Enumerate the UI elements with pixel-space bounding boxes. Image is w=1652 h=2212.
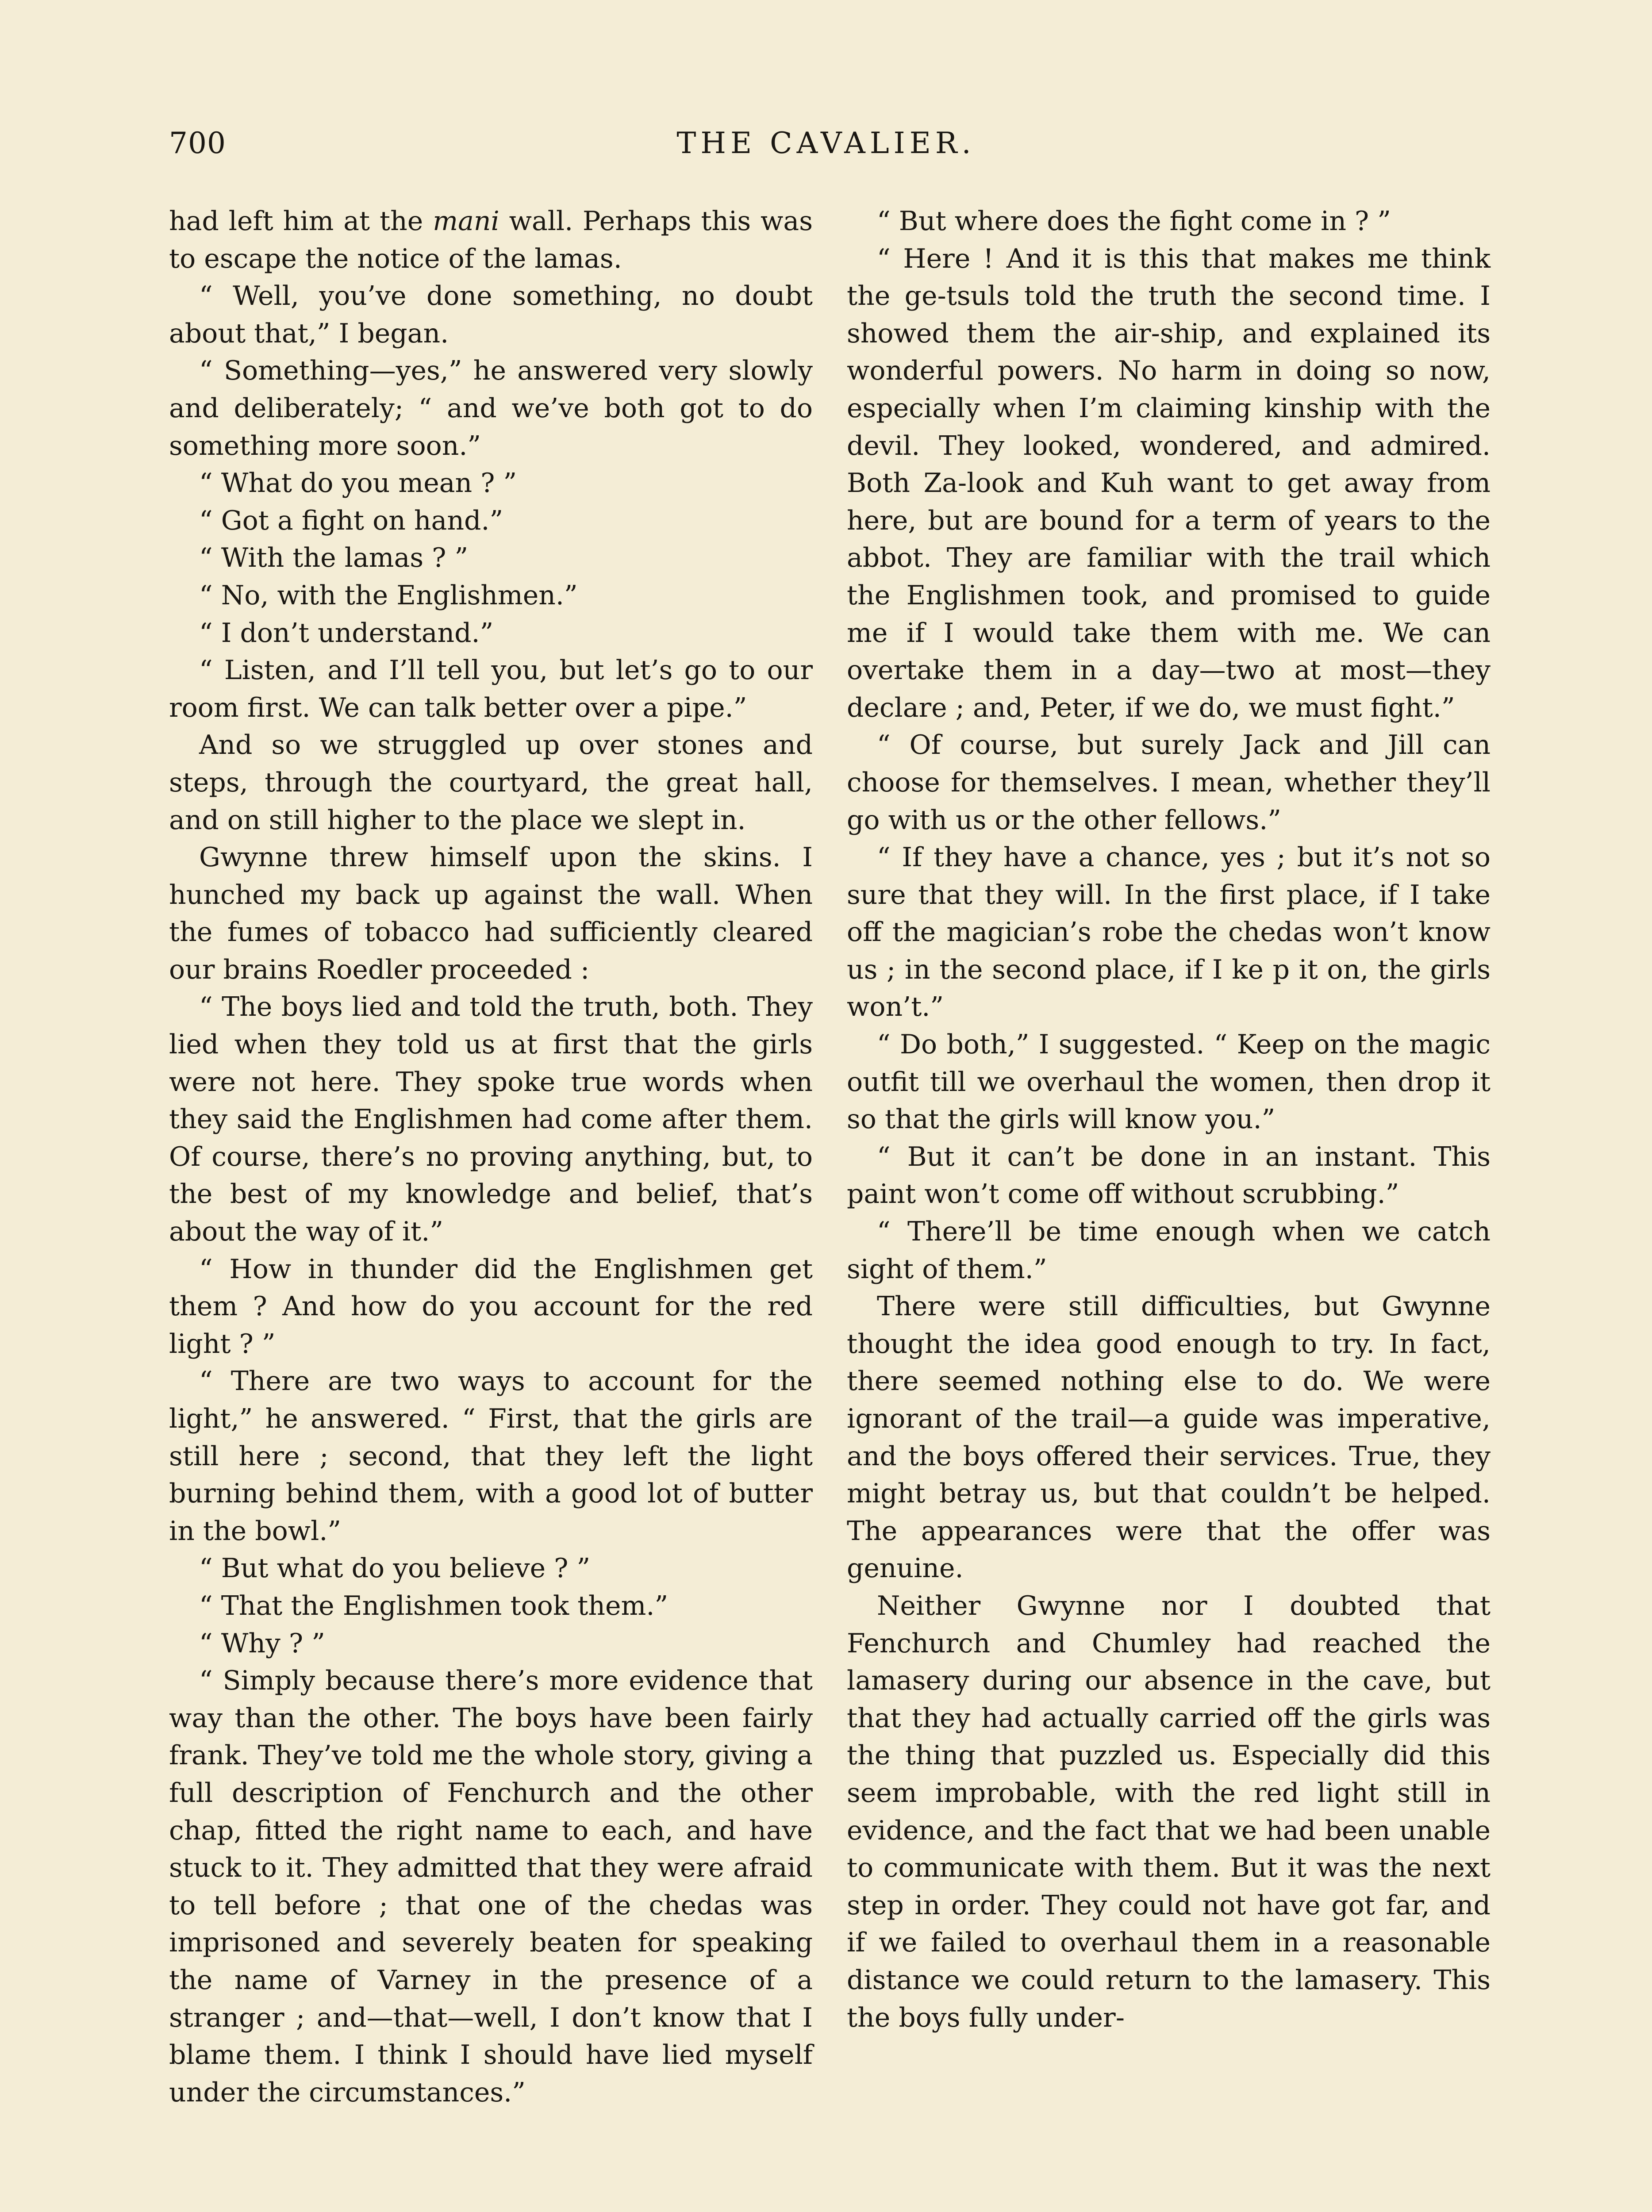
paragraph: “ Listen, and I’ll tell you, but let’s go to our room first. We can talk better over a pipe.” xyxy=(169,655,813,723)
paragraph: “ The boys lied and told the truth, both. They lied when they told us at first that the girls were not here. They spoke true words when they said the Englishmen had come after them. Of course, there’s no proving anything, but, to the best of my knowledge and belief, that’s about the way of it.” xyxy=(169,991,813,1248)
paragraph xyxy=(169,203,813,277)
paragraph: “ No, with the Englishmen.” xyxy=(199,580,578,611)
right-column xyxy=(847,203,1491,2036)
paragraph: “ If they have a chance, yes ; but it’s not so sure that they will. In the first place, if I take off the magician’s robe the chedas won’t know us ; in the second place, if I ke p it on, the girls won’t.” xyxy=(847,842,1491,1023)
paragraph: “ Do both,” I suggested. “ Keep on the magic outfit till we overhaul the women, then drop it so that the girls will know you.” xyxy=(847,1029,1491,1135)
paragraph: “ Something—yes,” he answered very slowly and deliberately; “ and we’ve both got to do something more soon.” xyxy=(169,355,813,461)
paragraph: “ What do you mean ? ” xyxy=(199,468,517,499)
paragraph: “ That the Englishmen took them.” xyxy=(199,1590,668,1621)
paragraph: “ There are two ways to account for the light,” he answered. “ First, that the girls are still here ; second, that they left the light burning behind them, with a good lot of butter in the bowl.” xyxy=(169,1366,813,1547)
paragraph: “ Well, you’ve done something, no doubt about that,” I began. xyxy=(169,280,813,349)
paragraph: “ Why ? ” xyxy=(199,1628,325,1659)
left-column xyxy=(169,203,813,2111)
paragraph: Gwynne threw himself upon the skins. I hunched my back up against the wall. When the fumes of tobacco had sufficiently cleared our brains Roedler proceeded : xyxy=(169,842,813,985)
paragraph: “ How in thunder did the Englishmen get them ? And how do you account for the red light ? ” xyxy=(169,1253,813,1359)
paragraph: “ With the lamas ? ” xyxy=(199,542,469,574)
paragraph: There were still difficulties, but Gwynne thought the idea good enough to try. In fact, there seemed nothing else to do. We were ignorant of the trail—a guide was imperative, and the boys offered their services. True, they might betray us, but that couldn’t be helped. The appearances were that the offer was genuine. xyxy=(847,1291,1491,1584)
paragraph: Neither Gwynne nor I doubted that Fenchurch and Chumley had reached the lamasery during our absence in the cave, but that they had actually carried off the girls was the thing that puzzled us. Especially did this seem improbable, with the red light still in evidence, and the fact that we had been unable to communicate with them. But it was the next step in order. They could not have got far, and if we failed to overhaul them in a reasonable distance we could return to the lamasery. This the boys fully under- xyxy=(847,1590,1491,2033)
page-header xyxy=(169,126,1483,179)
paragraph: “ Here ! And it is this that makes me think the ge-tsuls told the truth the second time. I showed them the air-ship, and explained its wonderful powers. No harm in doing so now, especially when I’m claiming kinship with the devil. They looked, wondered, and admired. Both Za-look and Kuh want to get away from here, but are bound for a term of years to the abbot. They are familiar with the trail which the Englishmen took, and promised to guide me if I would take them with me. We can overtake them in a day—two at most—they declare ; and, Peter, if we do, we must fight.” xyxy=(847,243,1491,723)
page-number: 700 xyxy=(169,126,226,160)
paragraph: “ Got a fight on hand.” xyxy=(199,505,503,536)
paragraph: And so we struggled up over stones and steps, through the courtyard, the great hall, and on still higher to the place we slept in. xyxy=(169,730,813,836)
paragraph: “ Of course, but surely Jack and Jill can choose for themselves. I mean, whether they’ll go with us or the other fellows.” xyxy=(847,730,1491,836)
paragraph: “ But it can’t be done in an instant. This paint won’t come off without scrubbing.” xyxy=(847,1141,1491,1210)
paragraph: “ But what do you believe ? ” xyxy=(199,1553,591,1584)
paragraph: “ Simply because there’s more evidence that way than the other. The boys have been fairly frank. They’ve told me the whole story, giving a full description of Fenchurch and the other chap, fitted the right name to each, and have stuck to it. They admitted that they were afraid to tell before ; that one of the chedas was imprisoned and severely beaten for speaking the name of Varney in the presence of a stranger ; and—that—well, I don’t know that I blame them. I think I should have lied myself under the circumstances.” xyxy=(169,1665,813,2108)
italic-word: mani xyxy=(433,206,499,237)
paragraph: “ There’ll be time enough when we catch sight of them.” xyxy=(847,1216,1491,1285)
paragraph: “ But where does the fight come in ? ” xyxy=(877,206,1391,237)
text-run: wall. Perhaps this was to escape the notice of the lamas. xyxy=(169,206,813,274)
running-title: THE CAVALIER. xyxy=(676,126,976,160)
text-run: had left him at the xyxy=(169,206,433,237)
paragraph: “ I don’t understand.” xyxy=(199,617,494,649)
